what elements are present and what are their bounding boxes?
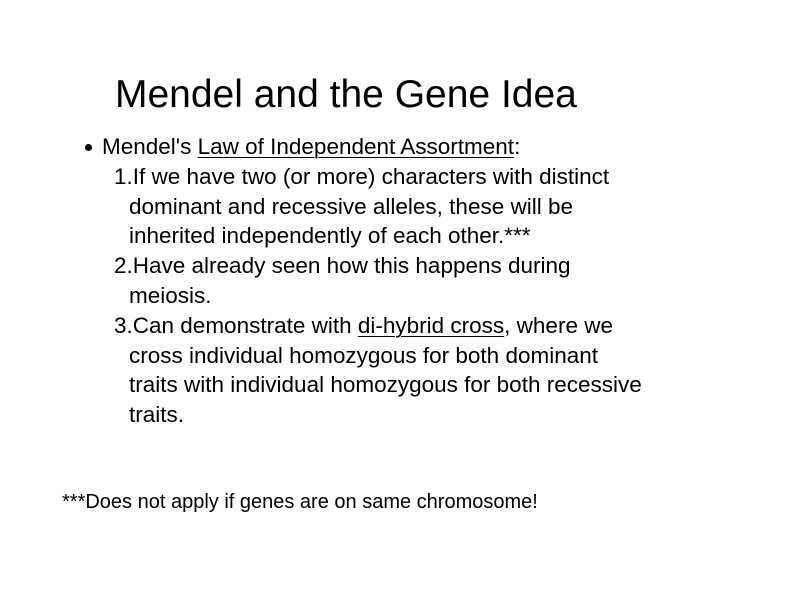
item-3-line-4: traits.: [129, 402, 185, 427]
footnote: ***Does not apply if genes are on same chromosome!: [62, 491, 538, 513]
item-3-line-2: cross individual homozygous for both dominant: [129, 343, 599, 368]
item-3-line-1: [114, 312, 613, 340]
item-1-line-3: inherited independently of each other.***: [129, 223, 531, 248]
bullet-heading: [102, 133, 520, 161]
item-3-line-3: traits with individual homozygous for both recessive: [129, 372, 642, 397]
bullet-dot-icon: [85, 144, 92, 151]
bullet-prefix: Mendel's: [102, 134, 198, 159]
item-2-line-2: meiosis.: [129, 283, 212, 308]
dihybrid-cross-term: di-hybrid cross: [357, 313, 505, 338]
item-3-prefix: 3.Can demonstrate with: [114, 313, 358, 338]
item-1-line-2: dominant and recessive alleles, these will be: [129, 194, 573, 219]
law-term: Law of Independent Assortment: [197, 134, 515, 159]
bullet-suffix: :: [514, 134, 521, 159]
slide-title: Mendel and the Gene Idea: [115, 73, 577, 116]
item-1-line-1: 1.If we have two (or more) characters with distinct: [114, 164, 610, 189]
item-2-line-1: 2.Have already seen how this happens during: [114, 253, 571, 278]
item-3-suffix: , where we: [504, 313, 613, 338]
